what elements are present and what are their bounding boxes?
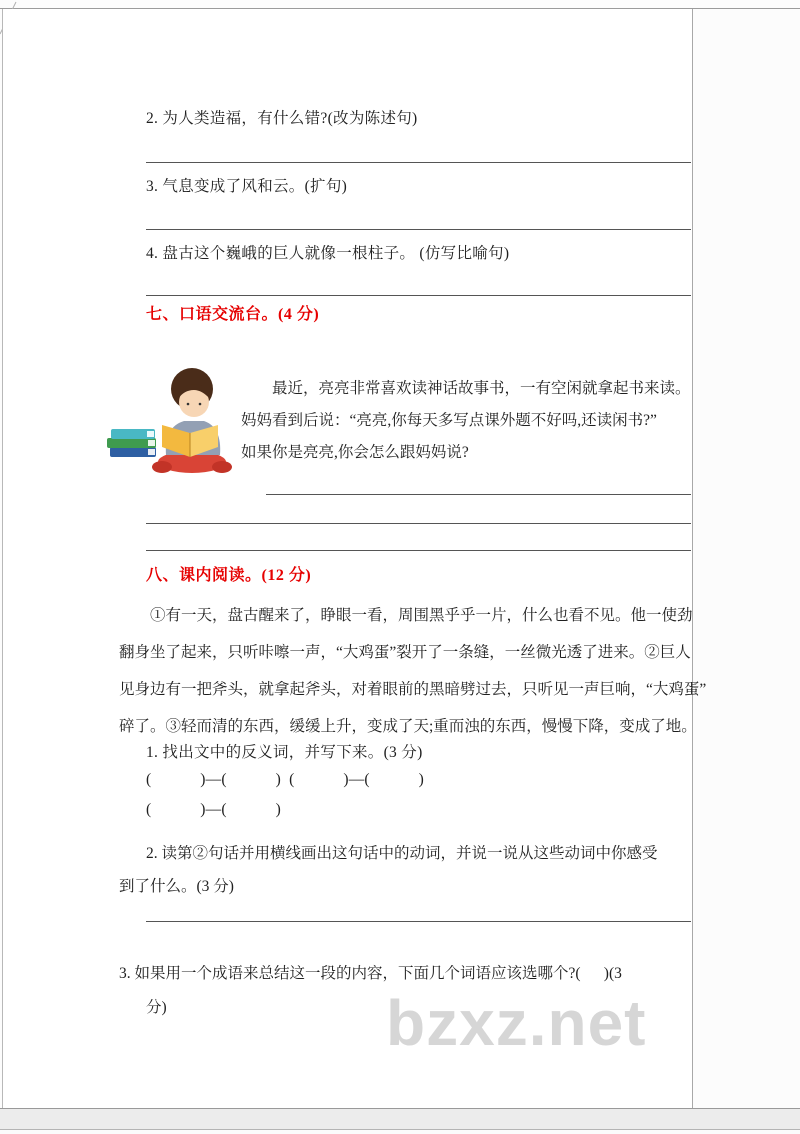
dialogue-prompt — [241, 373, 696, 469]
answer-line — [146, 523, 691, 524]
antonym-blanks-row: ( )—( ) — [146, 801, 281, 818]
dialogue-line: 如果你是亮亮,你会怎么跟妈妈说? — [241, 444, 469, 461]
answer-line — [146, 295, 691, 296]
question-line: 到了什么。(3 分) — [119, 878, 234, 895]
antonym-blanks-row: ( )—( ) ( )—( ) — [146, 771, 425, 788]
answer-line — [146, 229, 691, 230]
passage-line: 翻身坐了起来，只听咔嚓一声，“大鸡蛋”裂开了一条缝，一丝微光透了进来。②巨人 — [119, 644, 691, 661]
question-antonyms: 1. 找出文中的反义词，并写下来。(3 分) — [146, 744, 423, 761]
question-verbs-underline — [119, 837, 699, 903]
question-line: 3. 如果用一个成语来总结这一段的内容，下面几个词语应该选哪个?( )(3 — [119, 965, 622, 982]
section-eight-title: 八、课内阅读。(12 分) — [146, 567, 312, 584]
question-expand-sentence: 3. 气息变成了风和云。(扩句) — [146, 178, 348, 195]
next-page-edge — [0, 1129, 800, 1134]
question-rewrite-statement: 2. 为人类造福，有什么错?(改为陈述句) — [146, 110, 418, 127]
passage-line: 见身边有一把斧头，就拿起斧头，对着眼前的黑暗劈过去，只听见一声巨响，“大鸡蛋” — [119, 681, 707, 698]
passage-line: 碎了。③轻而清的东西，缓缓上升，变成了天;重而浊的东西，慢慢下降，变成了地。 — [119, 718, 697, 735]
question-line: 分) — [146, 999, 167, 1016]
question-simile-imitation: 4. 盘古这个巍峨的巨人就像一根柱子。 (仿写比喻句) — [146, 245, 510, 262]
boy-reading-illustration — [104, 359, 240, 479]
answer-line — [146, 550, 691, 551]
answer-line — [146, 162, 691, 163]
dialogue-line: 妈妈看到后说：“亮亮,你每天多写点课外题不好吗,还读闲书?” — [241, 412, 657, 429]
page-content — [119, 9, 707, 1108]
answer-line — [146, 921, 691, 922]
passage-line: ①有一天，盘古醒来了，睁眼一看，周围黑乎乎一片，什么也看不见。他一使劲 — [150, 607, 693, 624]
reading-passage — [119, 597, 707, 745]
dialogue-line: 最近，亮亮非常喜欢读神话故事书，一有空闲就拿起书来读。 — [272, 380, 691, 397]
site-watermark: bzxz.net — [386, 987, 647, 1059]
question-line: 2. 读第②句话并用横线画出这句话中的动词，并说一说从这些动词中你感受 — [146, 845, 658, 862]
boy-figure-icon — [152, 368, 232, 473]
book-stack-icon — [107, 429, 156, 457]
page-gap-band — [0, 1108, 800, 1129]
section-seven-title: 七、口语交流台。(4 分) — [146, 306, 320, 323]
test-paper-page — [2, 9, 707, 1108]
answer-line — [266, 494, 691, 495]
